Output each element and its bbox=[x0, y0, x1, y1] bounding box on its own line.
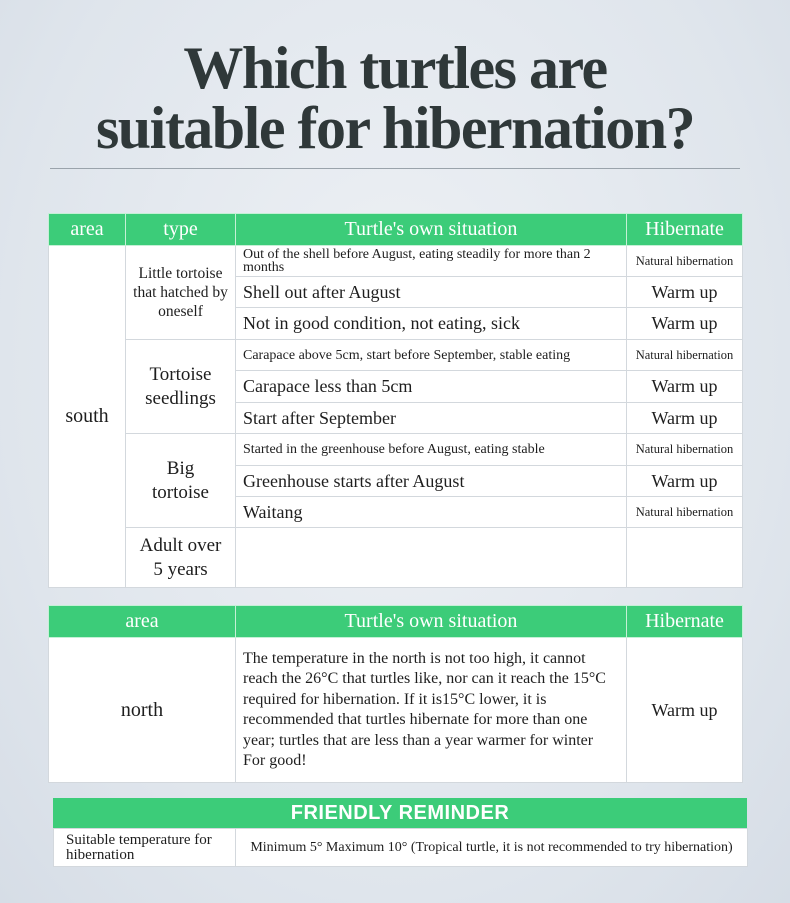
situation-cell: Out of the shell before August, eating steadily for more than 2 months bbox=[236, 246, 627, 277]
hibernate-cell: Warm up bbox=[627, 277, 743, 308]
reminder-label: Suitable temperature for hibernation bbox=[54, 829, 236, 867]
area-cell-south: south bbox=[49, 246, 126, 588]
table-row bbox=[49, 340, 743, 371]
table-row bbox=[49, 246, 743, 277]
table-row bbox=[49, 638, 743, 783]
table-row bbox=[49, 528, 743, 588]
situation-cell: Started in the greenhouse before August, eating stable bbox=[236, 434, 627, 466]
table-row bbox=[54, 829, 748, 867]
area-cell-north: north bbox=[49, 638, 236, 783]
reminder-table bbox=[53, 828, 748, 867]
friendly-reminder-banner: FRIENDLY REMINDER bbox=[53, 798, 747, 828]
table-row bbox=[49, 434, 743, 466]
type-cell: Little tortoise that hatched by oneself bbox=[126, 246, 236, 340]
situation-cell: Start after September bbox=[236, 403, 627, 434]
hibernate-cell: Warm up bbox=[627, 466, 743, 497]
south-header-row bbox=[49, 214, 743, 246]
situation-cell: Waitang bbox=[236, 497, 627, 528]
hibernate-cell: Warm up bbox=[627, 638, 743, 783]
header-hibernate: Hibernate bbox=[627, 214, 743, 246]
title-line-1: Which turtles are bbox=[183, 35, 607, 101]
situation-cell: Carapace less than 5cm bbox=[236, 371, 627, 403]
situation-cell: Shell out after August bbox=[236, 277, 627, 308]
situation-cell: Carapace above 5cm, start before September, stable eating bbox=[236, 340, 627, 371]
situation-cell: Not in good condition, not eating, sick bbox=[236, 308, 627, 340]
south-table bbox=[48, 213, 743, 588]
header-situation: Turtle's own situation bbox=[236, 606, 627, 638]
header-area: area bbox=[49, 606, 236, 638]
type-cell: Tortoise seedlings bbox=[126, 340, 236, 434]
header-situation: Turtle's own situation bbox=[236, 214, 627, 246]
type-cell: Adult over 5 years bbox=[126, 528, 236, 588]
north-table bbox=[48, 605, 743, 783]
header-area: area bbox=[49, 214, 126, 246]
reminder-value: Minimum 5° Maximum 10° (Tropical turtle, it is not recommended to try hibernation) bbox=[236, 829, 748, 867]
hibernate-cell: Natural hibernation bbox=[627, 434, 743, 466]
hibernate-cell: Warm up bbox=[627, 371, 743, 403]
header-hibernate: Hibernate bbox=[627, 606, 743, 638]
hibernate-cell bbox=[627, 528, 743, 588]
hibernate-cell: Natural hibernation bbox=[627, 497, 743, 528]
hibernate-cell: Warm up bbox=[627, 308, 743, 340]
north-header-row bbox=[49, 606, 743, 638]
situation-cell bbox=[236, 528, 627, 588]
hibernate-cell: Natural hibernation bbox=[627, 246, 743, 277]
type-cell: Big tortoise bbox=[126, 434, 236, 528]
title-line-2: suitable for hibernation? bbox=[95, 95, 695, 161]
hibernate-cell: Warm up bbox=[627, 403, 743, 434]
situation-cell: The temperature in the north is not too high, it cannot reach the 26°C that turtles like, nor can it reach the 15°C required for hibernation. If it is15°C lower, it is recommended that turtles hibernate for more than one year; turtles that are less than a year warmer for winter For good! bbox=[236, 638, 627, 783]
header-type: type bbox=[126, 214, 236, 246]
page-title bbox=[0, 35, 790, 161]
situation-cell: Greenhouse starts after August bbox=[236, 466, 627, 497]
title-divider bbox=[50, 168, 740, 169]
hibernate-cell: Natural hibernation bbox=[627, 340, 743, 371]
